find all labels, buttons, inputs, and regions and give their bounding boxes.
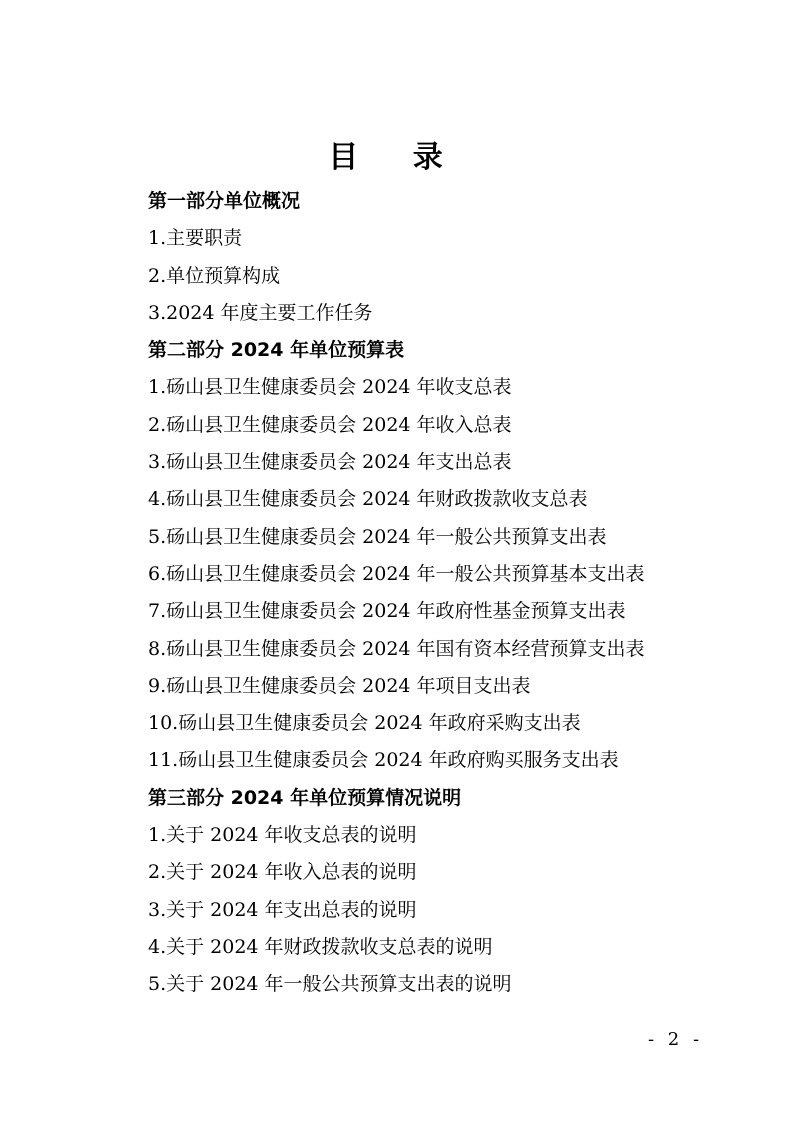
toc-item: 1.主要职责	[148, 227, 243, 250]
page-title: 目 录	[328, 140, 465, 175]
section-heading-part-2: 第二部分 2024 年单位预算表	[148, 339, 405, 362]
toc-item: 11.砀山县卫生健康委员会 2024 年政府购买服务支出表	[148, 749, 619, 772]
toc-item: 3.砀山县卫生健康委员会 2024 年支出总表	[148, 451, 512, 474]
toc-item: 5.砀山县卫生健康委员会 2024 年一般公共预算支出表	[148, 525, 607, 548]
toc-item: 10.砀山县卫生健康委员会 2024 年政府采购支出表	[148, 712, 581, 735]
toc-item: 6.砀山县卫生健康委员会 2024 年一般公共预算基本支出表	[148, 562, 645, 585]
table-of-contents	[148, 183, 748, 1004]
toc-item: 2.砀山县卫生健康委员会 2024 年收入总表	[148, 413, 512, 436]
section-heading-part-3: 第三部分 2024 年单位预算情况说明	[148, 786, 462, 809]
toc-item: 9.砀山县卫生健康委员会 2024 年项目支出表	[148, 674, 531, 697]
toc-item: 1.关于 2024 年收支总表的说明	[148, 824, 417, 847]
toc-item: 5.关于 2024 年一般公共预算支出表的说明	[148, 973, 512, 996]
toc-item: 8.砀山县卫生健康委员会 2024 年国有资本经营预算支出表	[148, 637, 645, 660]
page-number: - 2 -	[648, 1029, 704, 1050]
toc-item: 3.2024 年度主要工作任务	[148, 301, 373, 324]
toc-item: 7.砀山县卫生健康委员会 2024 年政府性基金预算支出表	[148, 600, 626, 623]
toc-item: 1.砀山县卫生健康委员会 2024 年收支总表	[148, 376, 512, 399]
toc-item: 2.关于 2024 年收入总表的说明	[148, 861, 417, 884]
toc-item: 3.关于 2024 年支出总表的说明	[148, 898, 417, 921]
toc-item: 2.单位预算构成	[148, 264, 281, 287]
toc-item: 4.关于 2024 年财政拨款收支总表的说明	[148, 935, 493, 958]
toc-item: 4.砀山县卫生健康委员会 2024 年财政拨款收支总表	[148, 488, 588, 511]
section-heading-part-1: 第一部分单位概况	[148, 190, 301, 212]
